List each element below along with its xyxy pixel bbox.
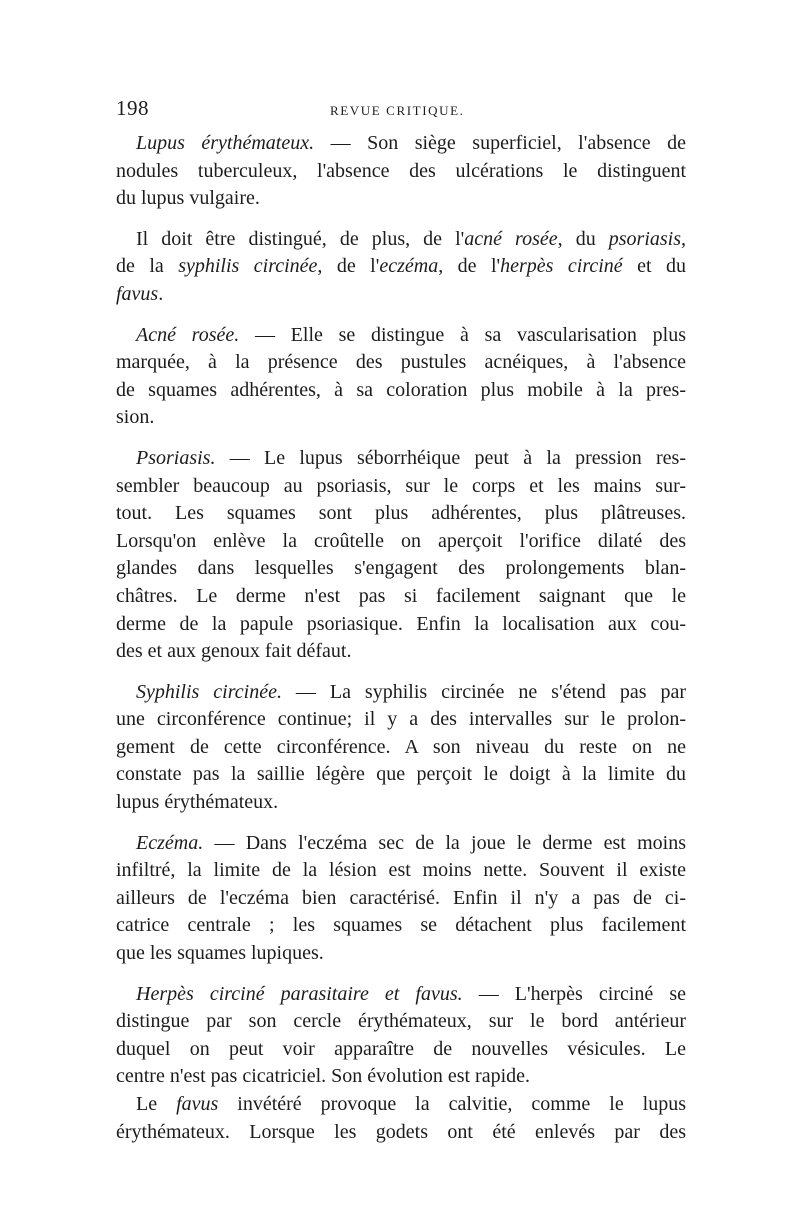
running-head: REVUE CRITIQUE. — [330, 103, 465, 118]
line-text: de la — [116, 255, 179, 278]
text-line — [116, 500, 686, 528]
paragraph — [116, 322, 686, 432]
line-text: . — [158, 282, 164, 305]
section-term: Acné rosée. — [136, 323, 240, 346]
line-text: sion. — [116, 406, 155, 429]
line-text: ailleurs de l'eczéma bien caractérisé. Enfin il n'y a pas de ci- — [116, 886, 686, 909]
line-text: , de l' — [317, 255, 380, 278]
text-line — [116, 445, 686, 473]
line-text: châtres. Le derme n'est pas si facilement saignant que le — [116, 584, 686, 607]
italic-term: favus — [176, 1093, 219, 1115]
page-number: 198 — [116, 96, 149, 120]
line-text: du lupus vulgaire. — [116, 187, 260, 210]
text-line — [116, 912, 686, 940]
paragraph — [116, 981, 686, 1091]
text-line — [116, 706, 686, 734]
paragraph — [116, 130, 686, 213]
text-line — [116, 885, 686, 913]
section-term: Psoriasis. — [136, 446, 216, 469]
line-text: — Dans l'eczéma sec de la joue le derme est moins — [203, 831, 686, 854]
section-term: Syphilis circinée. — [136, 680, 282, 703]
line-text: tout. Les squames sont plus adhérentes, plus plâtreuses. — [116, 502, 686, 525]
paragraph — [116, 226, 686, 309]
section-term: Lupus érythémateux. — [136, 132, 315, 154]
line-text: Le — [136, 1093, 177, 1115]
text-line — [116, 761, 686, 789]
line-text: des et aux genoux fait défaut. — [116, 640, 352, 663]
text-line — [116, 981, 686, 1009]
section-term: Eczéma. — [136, 831, 204, 854]
text-line — [116, 253, 686, 281]
text-line — [116, 1063, 686, 1091]
line-text: distingue par son cercle érythémateux, sur le bord antérieur — [116, 1010, 686, 1033]
section-term: Herpès circiné parasitaire et favus. — [136, 982, 463, 1005]
text-line — [116, 226, 686, 254]
line-text: Il doit être distingué, de plus, de l' — [136, 227, 465, 250]
line-text: sembler beaucoup au psoriasis, sur le corps et les mains sur- — [116, 474, 686, 497]
paragraph — [116, 1091, 686, 1146]
line-text: de squames adhérentes, à sa coloration plus mobile à la pres- — [116, 378, 686, 401]
text-line — [116, 528, 686, 556]
line-text: centre n'est pas cicatriciel. Son évolution est rapide. — [116, 1065, 531, 1088]
text-line — [116, 789, 686, 817]
page-header — [116, 96, 692, 126]
text-line — [116, 322, 686, 350]
italic-term: psoriasis — [608, 227, 681, 250]
text-line — [116, 185, 686, 213]
line-text: catrice centrale ; les squames se détachent plus facilement — [116, 914, 686, 937]
line-text: lupus érythémateux. — [116, 791, 279, 814]
text-line — [116, 158, 686, 186]
line-text: érythémateux. Lorsque les godets ont été enlevés par des — [116, 1120, 686, 1143]
text-line — [116, 611, 686, 639]
line-text: et du — [622, 255, 686, 278]
line-text: glandes dans lesquelles s'engagent des prolongements blan- — [116, 557, 686, 580]
text-line — [116, 1091, 686, 1119]
line-text: infiltré, la limite de la lésion est moins nette. Souvent il existe — [116, 859, 686, 882]
line-text: derme de la papule psoriasique. Enfin la localisation aux cou- — [116, 612, 686, 635]
line-text: , de l' — [438, 255, 501, 278]
line-text: , — [681, 227, 686, 250]
text-line — [116, 281, 686, 309]
text-line — [116, 830, 686, 858]
text-line — [116, 1119, 686, 1147]
line-text: invétéré provoque la calvitie, comme le lupus — [218, 1093, 687, 1115]
line-text: Lorsqu'on enlève la croûtelle on aperçoit l'orifice dilaté des — [116, 529, 686, 552]
text-line — [116, 857, 686, 885]
line-text: une circonférence continue; il y a des intervalles sur le prolon- — [116, 708, 686, 731]
line-text: constate pas la saillie légère que perçoit le doigt à la limite du — [116, 763, 686, 786]
paragraph — [116, 445, 686, 666]
line-text: marquée, à la présence des pustules acnéiques, à l'absence — [116, 351, 686, 374]
line-text: , du — [557, 227, 609, 250]
text-line — [116, 638, 686, 666]
italic-term: acné rosée — [464, 227, 558, 250]
line-text: nodules tuberculeux, l'absence des ulcérations le distinguent — [116, 159, 686, 182]
line-text: gement de cette circonférence. A son niveau du reste on ne — [116, 735, 686, 758]
line-text: — La syphilis circinée ne s'étend pas par — [281, 680, 686, 703]
text-line — [116, 130, 686, 158]
text-line — [116, 940, 686, 968]
italic-term: eczéma — [379, 255, 439, 278]
line-text: — Elle se distingue à sa vascularisation plus — [239, 323, 686, 346]
text-line — [116, 555, 686, 583]
text-line — [116, 583, 686, 611]
text-line — [116, 377, 686, 405]
text-line — [116, 404, 686, 432]
line-text: — Son siège superficiel, l'absence de — [314, 132, 686, 154]
italic-term: favus — [116, 282, 159, 305]
text-line — [116, 1036, 686, 1064]
text-line — [116, 349, 686, 377]
italic-term: syphilis circinée — [178, 255, 318, 278]
text-line — [116, 1008, 686, 1036]
paragraph — [116, 830, 686, 968]
text-line — [116, 679, 686, 707]
line-text: duquel on peut voir apparaître de nouvelles vésicules. Le — [116, 1037, 686, 1060]
text-line — [116, 473, 686, 501]
text-line — [116, 734, 686, 762]
page-body — [116, 130, 686, 1146]
line-text: — L'herpès circiné se — [462, 982, 686, 1005]
line-text: — Le lupus séborrhéique peut à la pression res- — [215, 446, 686, 469]
line-text: que les squames lupiques. — [116, 942, 324, 965]
italic-term: herpès circiné — [500, 255, 623, 278]
paragraph — [116, 679, 686, 817]
